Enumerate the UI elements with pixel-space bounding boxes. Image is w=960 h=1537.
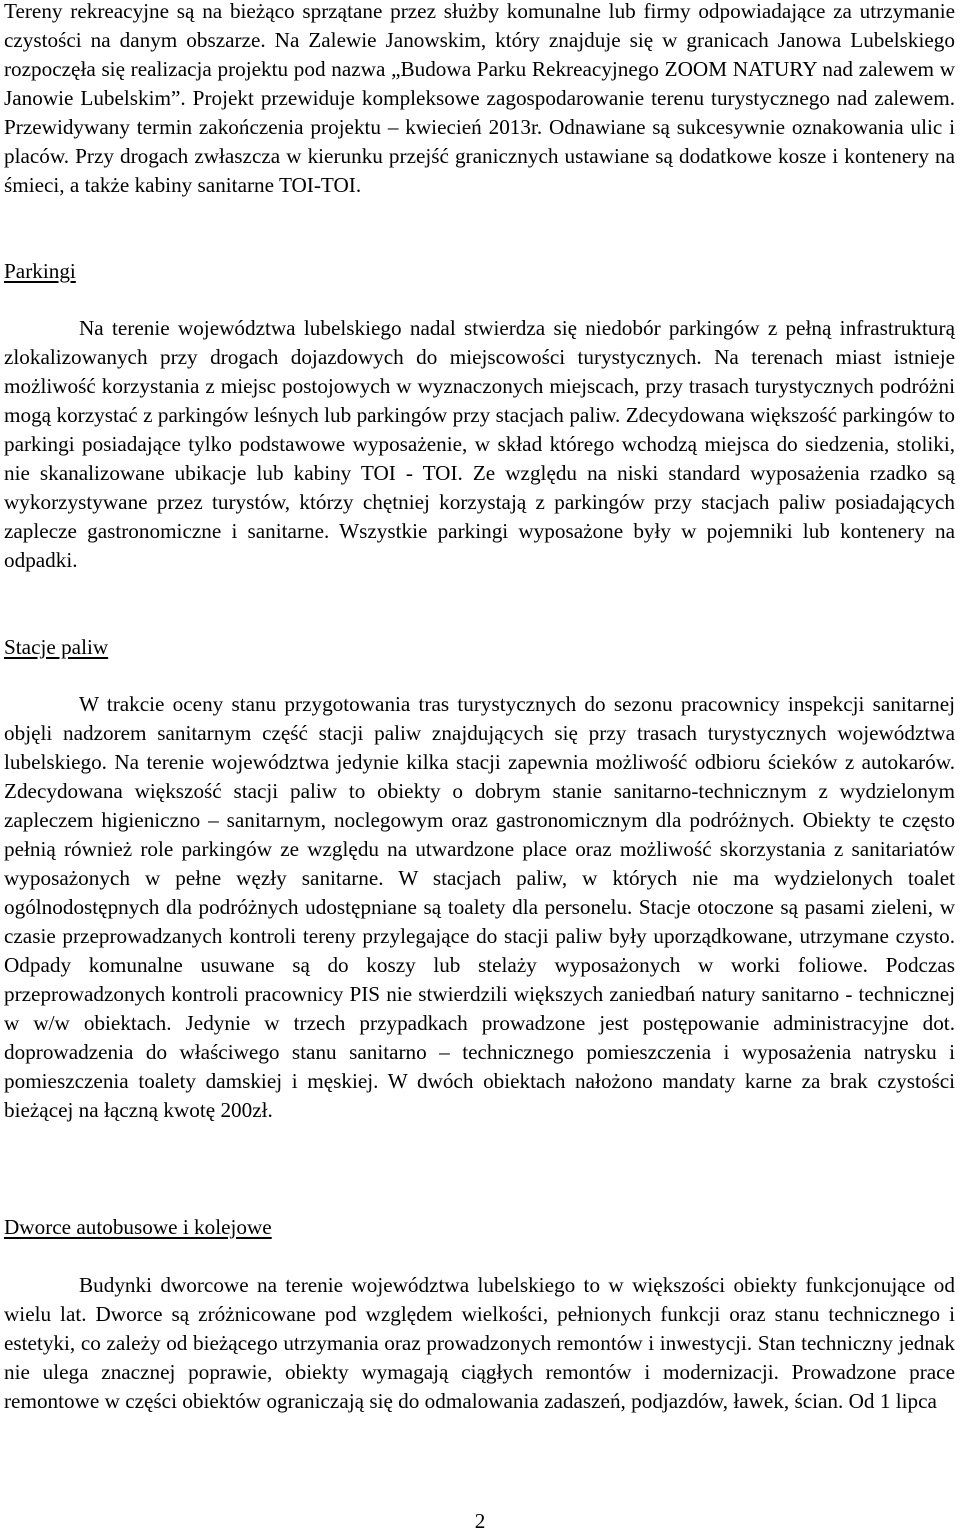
section-heading-stacje-paliw: Stacje paliw bbox=[4, 635, 109, 659]
intro-paragraph: Tereny rekreacyjne są na bieżąco sprzątane przez służby komunalne lub firmy odpowiadające za utrzymanie czystości na danym obszarze. Na Zalewie Janowskim, który znajduje się w granicach Janowa Lubelskiego rozpoczęła się realizacja projektu pod nazwa „Budowa Parku Rekreacyjnego ZOOM NATURY nad zalewem w Janowie Lubelskim”. Projekt przewiduje kompleksowe zagospodarowanie terenu turystycznego nad zalewem. Przewidywany termin zakończenia projektu – kwiecień 2013r. Odnawiane są sukcesywnie oznakowania ulic i placów. Przy drogach zwłaszcza w kierunku przejść granicznych ustawiane są dodatkowe kosze i kontenery na śmieci, a także kabiny sanitarne TOI-TOI. bbox=[4, 0, 955, 197]
section-heading-dworce: Dworce autobusowe i kolejowe bbox=[4, 1215, 272, 1239]
page-number: 2 bbox=[474, 1509, 486, 1533]
section-heading-parkingi: Parkingi bbox=[4, 259, 76, 283]
section-paragraph-parkingi: Na terenie województwa lubelskiego nadal stwierdza się niedobór parkingów z pełną infrastrukturą zlokalizowanych przy drogach dojazdowych do miejscowości turystycznych. Na terenach miast istnieje możliwość korzystania z miejsc postojowych w wyznaczonych miejscach, przy trasach turystycznych podróżni mogą korzystać z parkingów leśnych lub parkingów przy stacjach paliw. Zdecydowana większość parkingów to parkingi posiadające tylko podstawowe wyposażenie, w skład którego wchodzą miejsca do siedzenia, stoliki, nie skanalizowane ubikacje lub kabiny TOI - TOI. Ze względu na niski standard wyposażenia rzadko są wykorzystywane przez turystów, którzy chętniej korzystają z parkingów przy stacjach paliw posiadających zaplecze gastronomiczne i sanitarne. Wszystkie parkingi wyposażone były w pojemniki lub kontenery na odpadki. bbox=[4, 316, 955, 572]
section-paragraph-stacje-paliw: W trakcie oceny stanu przygotowania tras turystycznych do sezonu pracownicy inspekcji sanitarnej objęli nadzorem sanitarnym część stacji paliw znajdujących się przy trasach turystycznych województwa lubelskiego. Na terenie województwa jedynie kilka stacji zapewnia możliwość odbioru ścieków z autokarów. Zdecydowana większość stacji paliw to obiekty o dobrym stanie sanitarno-technicznym z wydzielonym zapleczem higieniczno – sanitarnym, noclegowym oraz gastronomicznym dla podróżnych. Obiekty te często pełnią również role parkingów ze względu na utwardzone place oraz możliwość skorzystania z sanitariatów wyposażonych w pełne węzły sanitarne. W stacjach paliw, w których nie ma wydzielonych toalet ogólnodostępnych dla podróżnych udostępniane są toalety dla personelu. Stacje otoczone są pasami zieleni, w czasie przeprowadzanych kontroli tereny przylegające do stacji paliw były uporządkowane, utrzymane czysto. Odpady komunalne usuwane są do koszy lub stelaży wyposażonych w worki foliowe. Podczas przeprowadzonych kontroli pracownicy PIS nie stwierdzili większych zaniedbań natury sanitarno - technicznej w w/w obiektach. Jedynie w trzech przypadkach prowadzone jest postępowanie administracyjne dot. doprowadzenia do właściwego stanu sanitarno – technicznego pomieszczenia i wyposażenia natrysku i pomieszczenia toalety damskiej i męskiej. W dwóch obiektach nałożono mandaty karne za brak czystości bieżącej na łączną kwotę 200zł. bbox=[4, 692, 955, 1122]
section-paragraph-dworce: Budynki dworcowe na terenie województwa lubelskiego to w większości obiekty funkcjonujące od wielu lat. Dworce są zróżnicowane pod względem wielkości, pełnionych funkcji oraz stanu technicznego i estetyki, co zależy od bieżącego utrzymania oraz prowadzonych remontów i inwestycji. Stan techniczny jednak nie ulega znacznej poprawie, obiekty wymagają ciągłych remontów i modernizacji. Prowadzone prace remontowe w części obiektów ograniczają się do odmalowania zadaszeń, podjazdów, ławek, ścian. Od 1 lipca bbox=[4, 1273, 955, 1413]
